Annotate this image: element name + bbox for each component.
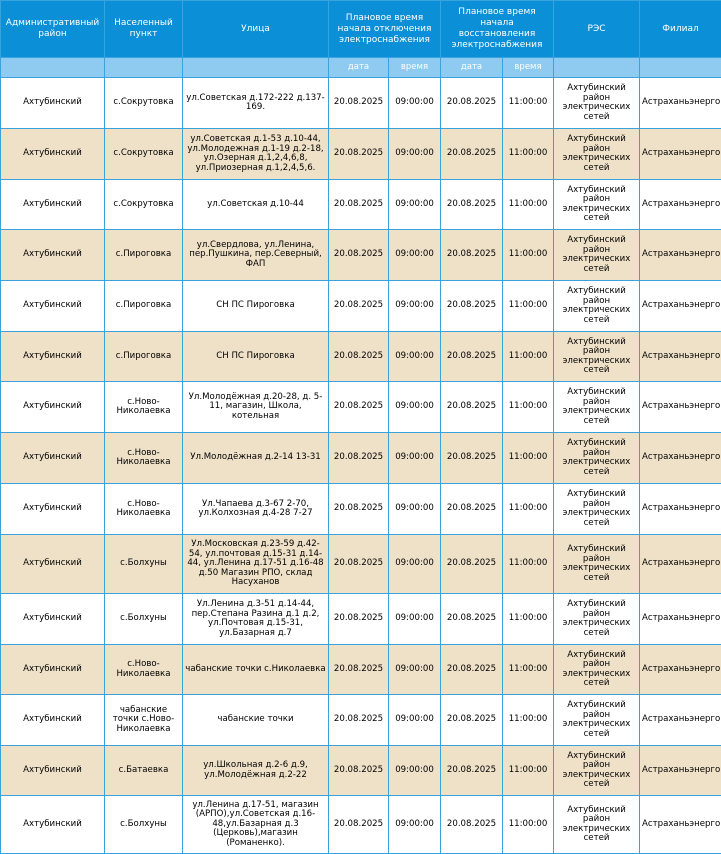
cell-off-date: 20.08.2025 [329,535,389,594]
table-row [1,746,721,796]
col-header-res: РЭС [554,1,640,58]
cell-off-time: 09:00:00 [389,180,441,230]
cell-street: СН ПС Пироговка [183,332,329,382]
cell-on-date: 20.08.2025 [441,594,503,645]
table-row [1,78,721,129]
subheader-off-time: время [389,58,441,78]
cell-on-date: 20.08.2025 [441,746,503,796]
cell-off-date: 20.08.2025 [329,230,389,281]
table-row [1,645,721,695]
cell-res: Ахтубинский район электрических сетей [554,332,640,382]
cell-locality: с.Болхуны [105,535,183,594]
cell-res: Ахтубинский район электрических сетей [554,594,640,645]
table-row [1,796,721,854]
table-row [1,129,721,180]
cell-street: Ул.Московская д.23-59 д.42-54, ул.почтовая д.15-31 д.14-44, ул.Ленина д.17-51 д.16-48 д.50 Магазин РПО, склад Насуханов [183,535,329,594]
cell-on-time: 11:00:00 [503,78,554,129]
cell-res: Ахтубинский район электрических сетей [554,230,640,281]
cell-district: Ахтубинский [1,535,105,594]
cell-district: Ахтубинский [1,382,105,433]
cell-branch: Астраханьэнерго [640,695,721,746]
cell-res: Ахтубинский район электрических сетей [554,129,640,180]
cell-locality: с.Ново-Николаевка [105,433,183,484]
cell-branch: Астраханьэнерго [640,230,721,281]
cell-off-time: 09:00:00 [389,594,441,645]
cell-street: СН ПС Пироговка [183,281,329,332]
cell-off-date: 20.08.2025 [329,332,389,382]
cell-branch: Астраханьэнерго [640,78,721,129]
cell-res: Ахтубинский район электрических сетей [554,180,640,230]
cell-res: Ахтубинский район электрических сетей [554,535,640,594]
cell-street: ул.Советская д.172-222 д.137-169. [183,78,329,129]
cell-branch: Астраханьэнерго [640,281,721,332]
cell-on-time: 11:00:00 [503,129,554,180]
cell-res: Ахтубинский район электрических сетей [554,695,640,746]
subheader-empty [105,58,183,78]
cell-district: Ахтубинский [1,796,105,854]
cell-on-time: 11:00:00 [503,594,554,645]
col-header-off-time: Плановое время начала отключения электроснабжения [329,1,441,58]
cell-off-time: 09:00:00 [389,129,441,180]
cell-district: Ахтубинский [1,433,105,484]
cell-street: Ул.Молодёжная д.2-14 13-31 [183,433,329,484]
cell-district: Ахтубинский [1,332,105,382]
cell-branch: Астраханьэнерго [640,645,721,695]
cell-branch: Астраханьэнерго [640,382,721,433]
cell-off-time: 09:00:00 [389,796,441,854]
cell-on-date: 20.08.2025 [441,382,503,433]
cell-off-date: 20.08.2025 [329,281,389,332]
cell-on-time: 11:00:00 [503,332,554,382]
subheader-off-date: дата [329,58,389,78]
cell-district: Ахтубинский [1,78,105,129]
cell-res: Ахтубинский район электрических сетей [554,645,640,695]
cell-res: Ахтубинский район электрических сетей [554,433,640,484]
cell-on-time: 11:00:00 [503,695,554,746]
cell-street: Ул.Молодёжная д.20-28, д. 5-11, магазин, Школа, котельная [183,382,329,433]
cell-off-date: 20.08.2025 [329,594,389,645]
subheader-on-date: дата [441,58,503,78]
cell-district: Ахтубинский [1,281,105,332]
cell-branch: Астраханьэнерго [640,484,721,535]
cell-street: чабанские точки [183,695,329,746]
subheader-on-time: время [503,58,554,78]
table-row [1,535,721,594]
cell-off-time: 09:00:00 [389,433,441,484]
cell-branch: Астраханьэнерго [640,746,721,796]
col-header-street: Улица [183,1,329,58]
cell-res: Ахтубинский район электрических сетей [554,796,640,854]
cell-district: Ахтубинский [1,129,105,180]
cell-district: Ахтубинский [1,594,105,645]
cell-street: ул.Свердлова, ул.Ленина, пер.Пушкина, пер.Северный, ФАП [183,230,329,281]
cell-res: Ахтубинский район электрических сетей [554,484,640,535]
cell-off-time: 09:00:00 [389,746,441,796]
cell-street: ул.Советская д.10-44 [183,180,329,230]
cell-on-time: 11:00:00 [503,645,554,695]
cell-on-date: 20.08.2025 [441,78,503,129]
cell-res: Ахтубинский район электрических сетей [554,281,640,332]
col-header-locality: Населенный пункт [105,1,183,58]
cell-off-time: 09:00:00 [389,281,441,332]
cell-district: Ахтубинский [1,746,105,796]
cell-on-date: 20.08.2025 [441,695,503,746]
cell-off-time: 09:00:00 [389,695,441,746]
cell-street: ул.Советская д.1-53 д.10-44, ул.Молодежная д.1-19 д.2-18, ул.Озерная д.1,2,4,6,8, ул.Приозерная д.1,2,4,5,6. [183,129,329,180]
table-row [1,433,721,484]
cell-street: чабанские точки с.Николаевка [183,645,329,695]
cell-off-date: 20.08.2025 [329,484,389,535]
cell-on-time: 11:00:00 [503,281,554,332]
cell-district: Ахтубинский [1,695,105,746]
cell-branch: Астраханьэнерго [640,535,721,594]
table-row [1,180,721,230]
cell-street: ул.Ленина д.17-51, магазин (АРПО),ул.Советская д.16-48,ул.Базарная д.3 (Церковь),магазин (Романенко). [183,796,329,854]
cell-off-date: 20.08.2025 [329,382,389,433]
cell-district: Ахтубинский [1,180,105,230]
cell-off-time: 09:00:00 [389,78,441,129]
cell-locality: с.Ново-Николаевка [105,382,183,433]
cell-on-time: 11:00:00 [503,382,554,433]
cell-locality: с.Сокрутовка [105,78,183,129]
cell-district: Ахтубинский [1,645,105,695]
cell-district: Ахтубинский [1,484,105,535]
subheader-empty [1,58,105,78]
cell-street: Ул.Ленина д.3-51 д.14-44, пер.Степана Разина д.1 д.2, ул.Почтовая д.15-31, ул.Базарная д.7 [183,594,329,645]
cell-locality: с.Пироговка [105,230,183,281]
table-row [1,281,721,332]
cell-off-time: 09:00:00 [389,332,441,382]
cell-off-date: 20.08.2025 [329,129,389,180]
cell-locality: с.Сокрутовка [105,129,183,180]
cell-off-date: 20.08.2025 [329,695,389,746]
cell-on-date: 20.08.2025 [441,281,503,332]
cell-on-time: 11:00:00 [503,230,554,281]
table-body [1,78,721,854]
cell-locality: с.Болхуны [105,594,183,645]
col-header-restore-time: Плановое время начала восстановления электроснабжения [441,1,554,58]
cell-on-date: 20.08.2025 [441,230,503,281]
cell-district: Ахтубинский [1,230,105,281]
cell-locality: с.Болхуны [105,796,183,854]
cell-locality: с.Ново-Николаевка [105,484,183,535]
cell-branch: Астраханьэнерго [640,129,721,180]
cell-branch: Астраханьэнерго [640,433,721,484]
subheader-empty [183,58,329,78]
table-row [1,594,721,645]
cell-locality: с.Ново-Николаевка [105,645,183,695]
cell-on-time: 11:00:00 [503,484,554,535]
table-row [1,484,721,535]
cell-locality: с.Пироговка [105,281,183,332]
cell-res: Ахтубинский район электрических сетей [554,382,640,433]
cell-res: Ахтубинский район электрических сетей [554,746,640,796]
subheader-empty [640,58,721,78]
cell-on-time: 11:00:00 [503,535,554,594]
cell-street: ул.Школьная д.2-6 д.9, ул.Молодёжная д.2-22 [183,746,329,796]
cell-locality: чабанские точки с.Ново-Николаевка [105,695,183,746]
cell-off-date: 20.08.2025 [329,645,389,695]
cell-on-time: 11:00:00 [503,746,554,796]
cell-off-date: 20.08.2025 [329,433,389,484]
cell-on-date: 20.08.2025 [441,332,503,382]
col-header-district: Административный район [1,1,105,58]
cell-off-time: 09:00:00 [389,535,441,594]
table-row [1,230,721,281]
table-row [1,695,721,746]
cell-branch: Астраханьэнерго [640,332,721,382]
cell-off-date: 20.08.2025 [329,78,389,129]
cell-off-time: 09:00:00 [389,645,441,695]
cell-locality: с.Пироговка [105,332,183,382]
table-row [1,332,721,382]
cell-off-time: 09:00:00 [389,382,441,433]
cell-on-time: 11:00:00 [503,433,554,484]
cell-on-date: 20.08.2025 [441,535,503,594]
table-row [1,382,721,433]
cell-res: Ахтубинский район электрических сетей [554,78,640,129]
cell-on-date: 20.08.2025 [441,180,503,230]
cell-off-date: 20.08.2025 [329,746,389,796]
cell-on-date: 20.08.2025 [441,645,503,695]
cell-locality: с.Сокрутовка [105,180,183,230]
cell-street: Ул.Чапаева д.3-67 2-70, ул.Колхозная д.4-28 7-27 [183,484,329,535]
cell-on-date: 20.08.2025 [441,484,503,535]
col-header-branch: Филиал [640,1,721,58]
subheader-empty [554,58,640,78]
cell-locality: с.Батаевка [105,746,183,796]
cell-branch: Астраханьэнерго [640,594,721,645]
cell-on-time: 11:00:00 [503,796,554,854]
cell-off-date: 20.08.2025 [329,796,389,854]
cell-branch: Астраханьэнерго [640,180,721,230]
cell-on-date: 20.08.2025 [441,796,503,854]
cell-off-date: 20.08.2025 [329,180,389,230]
cell-on-date: 20.08.2025 [441,129,503,180]
table-header [1,1,721,78]
cell-branch: Астраханьэнерго [640,796,721,854]
cell-on-time: 11:00:00 [503,180,554,230]
cell-off-time: 09:00:00 [389,484,441,535]
cell-off-time: 09:00:00 [389,230,441,281]
cell-on-date: 20.08.2025 [441,433,503,484]
